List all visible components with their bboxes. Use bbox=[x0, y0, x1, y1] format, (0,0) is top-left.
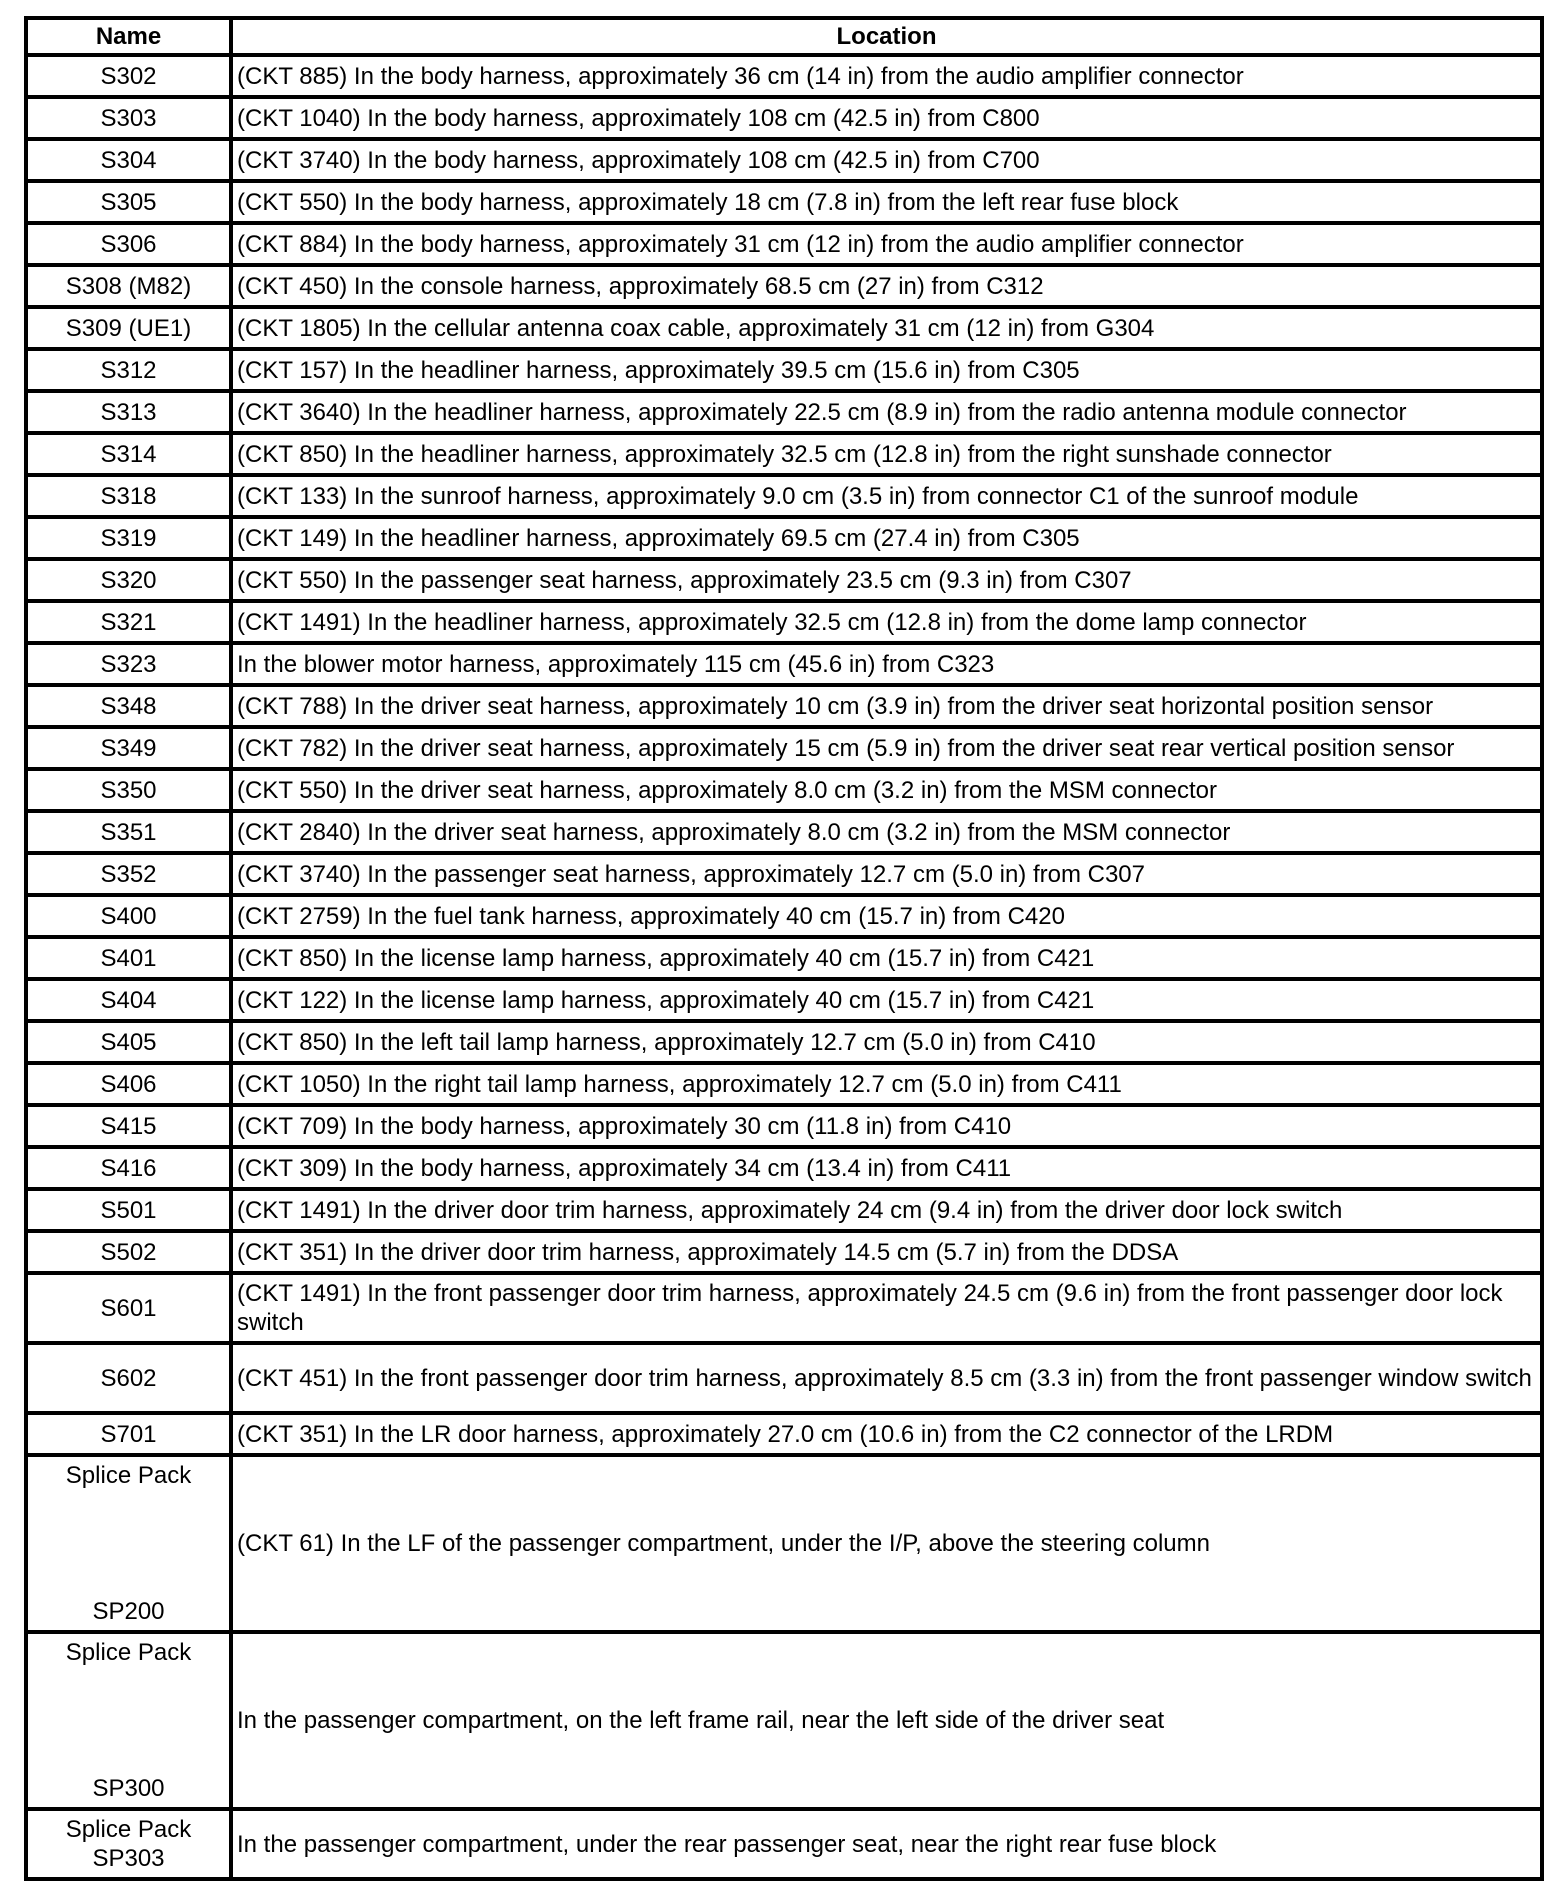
table-row bbox=[26, 643, 1542, 685]
splice-location-cell: (CKT 884) In the body harness, approximately 31 cm (12 in) from the audio amplifier connector bbox=[231, 223, 1542, 265]
splice-location-cell: (CKT 550) In the passenger seat harness, approximately 23.5 cm (9.3 in) from C307 bbox=[231, 559, 1542, 601]
splice-name-cell: S303 bbox=[26, 97, 231, 139]
splice-location-cell: (CKT 1491) In the front passenger door trim harness, approximately 24.5 cm (9.6 in) from the front passenger door lock switch bbox=[231, 1273, 1542, 1343]
splice-location-cell: (CKT 1050) In the right tail lamp harness, approximately 12.7 cm (5.0 in) from C411 bbox=[231, 1063, 1542, 1105]
splice-location-cell: (CKT 351) In the driver door trim harness, approximately 14.5 cm (5.7 in) from the DDSA bbox=[231, 1231, 1542, 1273]
splice-location-cell: (CKT 133) In the sunroof harness, approximately 9.0 cm (3.5 in) from connector C1 of the sunroof module bbox=[231, 475, 1542, 517]
splice-name-cell: S349 bbox=[26, 727, 231, 769]
splice-location-cell: (CKT 2759) In the fuel tank harness, approximately 40 cm (15.7 in) from C420 bbox=[231, 895, 1542, 937]
table-row bbox=[26, 475, 1542, 517]
splice-pack-name-cell bbox=[26, 1809, 231, 1879]
column-header-location: Location bbox=[231, 18, 1542, 55]
splice-name-cell: S350 bbox=[26, 769, 231, 811]
splice-name-cell: S404 bbox=[26, 979, 231, 1021]
splice-name-cell: S502 bbox=[26, 1231, 231, 1273]
table-row bbox=[26, 1343, 1542, 1413]
splice-location-cell: (CKT 1805) In the cellular antenna coax cable, approximately 31 cm (12 in) from G304 bbox=[231, 307, 1542, 349]
table-row bbox=[26, 937, 1542, 979]
splice-name-cell: S602 bbox=[26, 1343, 231, 1413]
splice-location-cell: (CKT 850) In the license lamp harness, approximately 40 cm (15.7 in) from C421 bbox=[231, 937, 1542, 979]
column-header-name: Name bbox=[26, 18, 231, 55]
splice-location-cell: (CKT 149) In the headliner harness, approximately 69.5 cm (27.4 in) from C305 bbox=[231, 517, 1542, 559]
table-row bbox=[26, 433, 1542, 475]
splice-name-cell: S405 bbox=[26, 1021, 231, 1063]
splice-name-cell: S501 bbox=[26, 1189, 231, 1231]
splice-name-cell: S416 bbox=[26, 1147, 231, 1189]
splice-name-cell: S309 (UE1) bbox=[26, 307, 231, 349]
splice-pack-name-cell bbox=[26, 1632, 231, 1809]
table-row bbox=[26, 517, 1542, 559]
table-row bbox=[26, 1413, 1542, 1455]
table-row bbox=[26, 265, 1542, 307]
splice-location-cell: (CKT 550) In the driver seat harness, approximately 8.0 cm (3.2 in) from the MSM connector bbox=[231, 769, 1542, 811]
table-row bbox=[26, 307, 1542, 349]
splice-name-cell: S323 bbox=[26, 643, 231, 685]
table-row bbox=[26, 1105, 1542, 1147]
splice-name-cell: S601 bbox=[26, 1273, 231, 1343]
splice-location-cell: (CKT 3640) In the headliner harness, approximately 22.5 cm (8.9 in) from the radio antenna module connector bbox=[231, 391, 1542, 433]
splice-location-cell: (CKT 351) In the LR door harness, approximately 27.0 cm (10.6 in) from the C2 connector of the LRDM bbox=[231, 1413, 1542, 1455]
table-row bbox=[26, 895, 1542, 937]
table-row bbox=[26, 1021, 1542, 1063]
table-row bbox=[26, 391, 1542, 433]
table-row bbox=[26, 97, 1542, 139]
splice-name-cell: S312 bbox=[26, 349, 231, 391]
splice-pack-label: Splice Pack bbox=[65, 1816, 192, 1843]
table-row bbox=[26, 349, 1542, 391]
splice-name-cell: S321 bbox=[26, 601, 231, 643]
splice-location-cell: (CKT 3740) In the passenger seat harness, approximately 12.7 cm (5.0 in) from C307 bbox=[231, 853, 1542, 895]
splice-pack-code: SP303 bbox=[92, 1845, 165, 1872]
splice-location-cell: In the blower motor harness, approximately 115 cm (45.6 in) from C323 bbox=[231, 643, 1542, 685]
table-row bbox=[26, 1063, 1542, 1105]
splice-location-cell: (CKT 885) In the body harness, approximately 36 cm (14 in) from the audio amplifier connector bbox=[231, 55, 1542, 97]
splice-pack-label: Splice Pack bbox=[65, 1462, 192, 1489]
splice-name-cell: S306 bbox=[26, 223, 231, 265]
table-row bbox=[26, 139, 1542, 181]
splice-location-cell: (CKT 850) In the headliner harness, approximately 32.5 cm (12.8 in) from the right sunshade connector bbox=[231, 433, 1542, 475]
table-row bbox=[26, 1273, 1542, 1343]
splice-name-cell: S352 bbox=[26, 853, 231, 895]
table-row bbox=[26, 601, 1542, 643]
table-body bbox=[26, 55, 1542, 1879]
splice-location-cell: (CKT 450) In the console harness, approximately 68.5 cm (27 in) from C312 bbox=[231, 265, 1542, 307]
table-row bbox=[26, 685, 1542, 727]
table-row bbox=[26, 811, 1542, 853]
splice-name-cell: S305 bbox=[26, 181, 231, 223]
table-row bbox=[26, 853, 1542, 895]
table-row bbox=[26, 181, 1542, 223]
table-row bbox=[26, 979, 1542, 1021]
splice-name-cell: S401 bbox=[26, 937, 231, 979]
splice-pack-row bbox=[26, 1809, 1542, 1879]
splice-location-cell: (CKT 1491) In the driver door trim harness, approximately 24 cm (9.4 in) from the driver door lock switch bbox=[231, 1189, 1542, 1231]
splice-name-cell: S313 bbox=[26, 391, 231, 433]
splice-name-cell: S302 bbox=[26, 55, 231, 97]
splice-name-cell: S319 bbox=[26, 517, 231, 559]
table-row bbox=[26, 1189, 1542, 1231]
splice-name-cell: S406 bbox=[26, 1063, 231, 1105]
table-row bbox=[26, 769, 1542, 811]
splice-name-cell: S400 bbox=[26, 895, 231, 937]
table-row bbox=[26, 1231, 1542, 1273]
splice-location-table bbox=[24, 16, 1544, 1881]
splice-location-cell: (CKT 788) In the driver seat harness, approximately 10 cm (3.9 in) from the driver seat horizontal position sensor bbox=[231, 685, 1542, 727]
splice-pack-label: Splice Pack bbox=[65, 1639, 192, 1666]
splice-name-cell: S415 bbox=[26, 1105, 231, 1147]
table-row bbox=[26, 559, 1542, 601]
splice-location-cell: (CKT 1491) In the headliner harness, approximately 32.5 cm (12.8 in) from the dome lamp connector bbox=[231, 601, 1542, 643]
table-row bbox=[26, 55, 1542, 97]
splice-location-cell: (CKT 309) In the body harness, approximately 34 cm (13.4 in) from C411 bbox=[231, 1147, 1542, 1189]
splice-location-cell: (CKT 3740) In the body harness, approximately 108 cm (42.5 in) from C700 bbox=[231, 139, 1542, 181]
splice-name-cell: S318 bbox=[26, 475, 231, 517]
splice-location-cell: (CKT 709) In the body harness, approximately 30 cm (11.8 in) from C410 bbox=[231, 1105, 1542, 1147]
splice-location-cell: (CKT 157) In the headliner harness, approximately 39.5 cm (15.6 in) from C305 bbox=[231, 349, 1542, 391]
splice-location-cell: (CKT 782) In the driver seat harness, approximately 15 cm (5.9 in) from the driver seat rear vertical position sensor bbox=[231, 727, 1542, 769]
splice-pack-location-cell: In the passenger compartment, under the rear passenger seat, near the right rear fuse block bbox=[231, 1809, 1542, 1879]
splice-name-cell: S304 bbox=[26, 139, 231, 181]
splice-location-cell: (CKT 2840) In the driver seat harness, approximately 8.0 cm (3.2 in) from the MSM connector bbox=[231, 811, 1542, 853]
splice-name-cell: S701 bbox=[26, 1413, 231, 1455]
splice-name-cell: S308 (M82) bbox=[26, 265, 231, 307]
splice-pack-row bbox=[26, 1632, 1542, 1809]
table-row bbox=[26, 223, 1542, 265]
splice-name-cell: S314 bbox=[26, 433, 231, 475]
splice-location-cell: (CKT 451) In the front passenger door trim harness, approximately 8.5 cm (3.3 in) from the front passenger window switch bbox=[231, 1343, 1542, 1413]
splice-pack-name-cell bbox=[26, 1455, 231, 1632]
splice-name-cell: S348 bbox=[26, 685, 231, 727]
splice-name-cell: S320 bbox=[26, 559, 231, 601]
table-row bbox=[26, 1147, 1542, 1189]
splice-location-cell: (CKT 122) In the license lamp harness, approximately 40 cm (15.7 in) from C421 bbox=[231, 979, 1542, 1021]
table-header-row bbox=[26, 18, 1542, 55]
splice-pack-row bbox=[26, 1455, 1542, 1632]
splice-location-cell: (CKT 550) In the body harness, approximately 18 cm (7.8 in) from the left rear fuse block bbox=[231, 181, 1542, 223]
splice-pack-location-cell: In the passenger compartment, on the left frame rail, near the left side of the driver seat bbox=[231, 1632, 1542, 1809]
splice-location-cell: (CKT 850) In the left tail lamp harness, approximately 12.7 cm (5.0 in) from C410 bbox=[231, 1021, 1542, 1063]
table-row bbox=[26, 727, 1542, 769]
splice-name-cell: S351 bbox=[26, 811, 231, 853]
splice-pack-code: SP200 bbox=[92, 1598, 165, 1625]
splice-pack-location-cell: (CKT 61) In the LF of the passenger compartment, under the I/P, above the steering column bbox=[231, 1455, 1542, 1632]
splice-pack-code: SP300 bbox=[92, 1775, 165, 1802]
splice-location-cell: (CKT 1040) In the body harness, approximately 108 cm (42.5 in) from C800 bbox=[231, 97, 1542, 139]
